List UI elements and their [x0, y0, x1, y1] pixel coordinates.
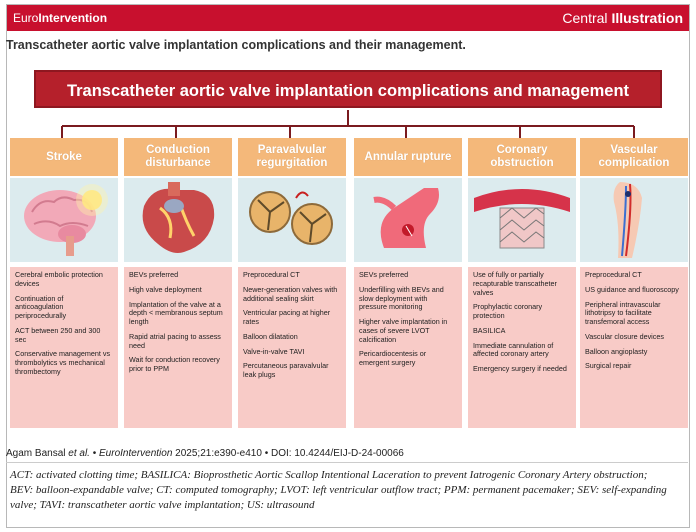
- list-item: Immediate cannulation of affected coronary artery: [473, 340, 554, 359]
- list-item: Ventricular pacing at higher rates: [243, 308, 331, 327]
- divider: [6, 462, 688, 463]
- main-banner: Transcatheter aortic valve implantation complications and management: [34, 70, 662, 108]
- connector-lines: [0, 0, 696, 140]
- list-item: BASILICA: [473, 325, 506, 335]
- list-item: High valve deployment: [129, 284, 202, 294]
- column-title: Paravalvular regurgitation: [238, 138, 346, 176]
- brain-icon: [10, 178, 118, 262]
- list-item: Balloon angioplasty: [585, 346, 648, 356]
- list-item: Vascular closure devices: [585, 331, 664, 341]
- list-item: Newer-generation valves with additional sealing skirt: [243, 284, 338, 303]
- list-item: Peripheral intravascular lithotripsy to facilitate transfemoral access: [585, 299, 661, 327]
- list-item: Balloon dilatation: [243, 331, 298, 341]
- column-title: Vascular complication: [580, 138, 688, 176]
- list-item: Emergency surgery if needed: [473, 364, 567, 374]
- list-item: Preprocedural CT: [585, 270, 642, 279]
- heart-conduction-icon: [124, 178, 232, 262]
- list-item: Surgical repair: [585, 361, 632, 371]
- aorta-icon: [354, 178, 462, 262]
- list-item: Cerebral embolic protection devices: [15, 270, 103, 288]
- list-item: Rapid atrial pacing to assess need: [129, 331, 221, 350]
- management-list: [10, 267, 118, 428]
- list-item: SEVs preferred: [359, 270, 409, 279]
- column-title: Conduction disturbance: [124, 138, 232, 176]
- journal-brand: EuroIntervention: [13, 11, 108, 25]
- abbreviations-footnote: ACT: activated clotting time; BASILICA: Bioprosthetic Aortic Scallop Intentional Laceration to prevent Iatrogenic Coronary Artery obstruction; BEV: balloon-expandable valve; CT: computed tomography; LVOT: left ventricular outflow tract; PPM: permanent pacemaker; SEV: self-expanding valve; TAVI: transcatheter aortic valve implantation; US: ultrasound: [10, 469, 667, 511]
- coronary-stent-icon: [468, 178, 576, 262]
- management-list: [124, 267, 232, 428]
- leg-vessel-icon: [580, 178, 688, 262]
- list-item: ACT between 250 and 300 sec: [15, 325, 101, 344]
- list-item: Higher valve implantation in cases of severe LVOT calcification: [359, 317, 448, 344]
- list-item: Percutaneous paravalvular leak plugs: [243, 361, 329, 380]
- list-item: Pericardiocentesis or emergent surgery: [359, 349, 427, 368]
- column-paravalvular-regurgitation: [238, 138, 346, 428]
- list-item: BEVs preferred: [129, 270, 179, 279]
- column-vascular-complication: [580, 138, 688, 428]
- central-illustration-label: Central Illustration: [562, 10, 683, 26]
- list-item: Valve-in-valve TAVI: [243, 346, 305, 356]
- management-list: [354, 267, 462, 428]
- column-coronary-obstruction: [468, 138, 576, 428]
- figure-subtitle: Transcatheter aortic valve implantation complications and their management.: [6, 38, 466, 52]
- valve-icon: [238, 178, 346, 262]
- management-list: [238, 267, 346, 428]
- list-item: Preprocedural CT: [243, 270, 300, 279]
- management-list: [468, 267, 576, 428]
- list-item: Implantation of the valve at a depth < membranous septum length: [129, 299, 223, 327]
- list-item: Use of fully or partially recapturable transcatheter valves: [473, 270, 557, 297]
- list-item: Underfilling with BEVs and slow deployment with pressure monitoring: [359, 284, 444, 312]
- column-title: Stroke: [10, 138, 118, 176]
- column-title: Coronary obstruction: [468, 138, 576, 176]
- citation: Agam Bansal et al. • EuroIntervention 2025;21:e390-e410 • DOI: 10.4244/EIJ-D-24-00066: [6, 448, 404, 459]
- column-conduction-disturbance: [124, 138, 232, 428]
- list-item: Continuation of anticoagulation periprocedurally: [15, 293, 67, 321]
- list-item: Wait for conduction recovery prior to PPM: [129, 355, 220, 374]
- list-item: Conservative management vs thrombolytics vs mechanical thrombectomy: [15, 349, 111, 377]
- list-item: US guidance and fluoroscopy: [585, 284, 679, 294]
- list-item: Prophylactic coronary protection: [473, 302, 543, 321]
- column-annular-rupture: [354, 138, 462, 428]
- column-stroke: [10, 138, 118, 428]
- management-list: [580, 267, 688, 428]
- column-title: Annular rupture: [354, 138, 462, 176]
